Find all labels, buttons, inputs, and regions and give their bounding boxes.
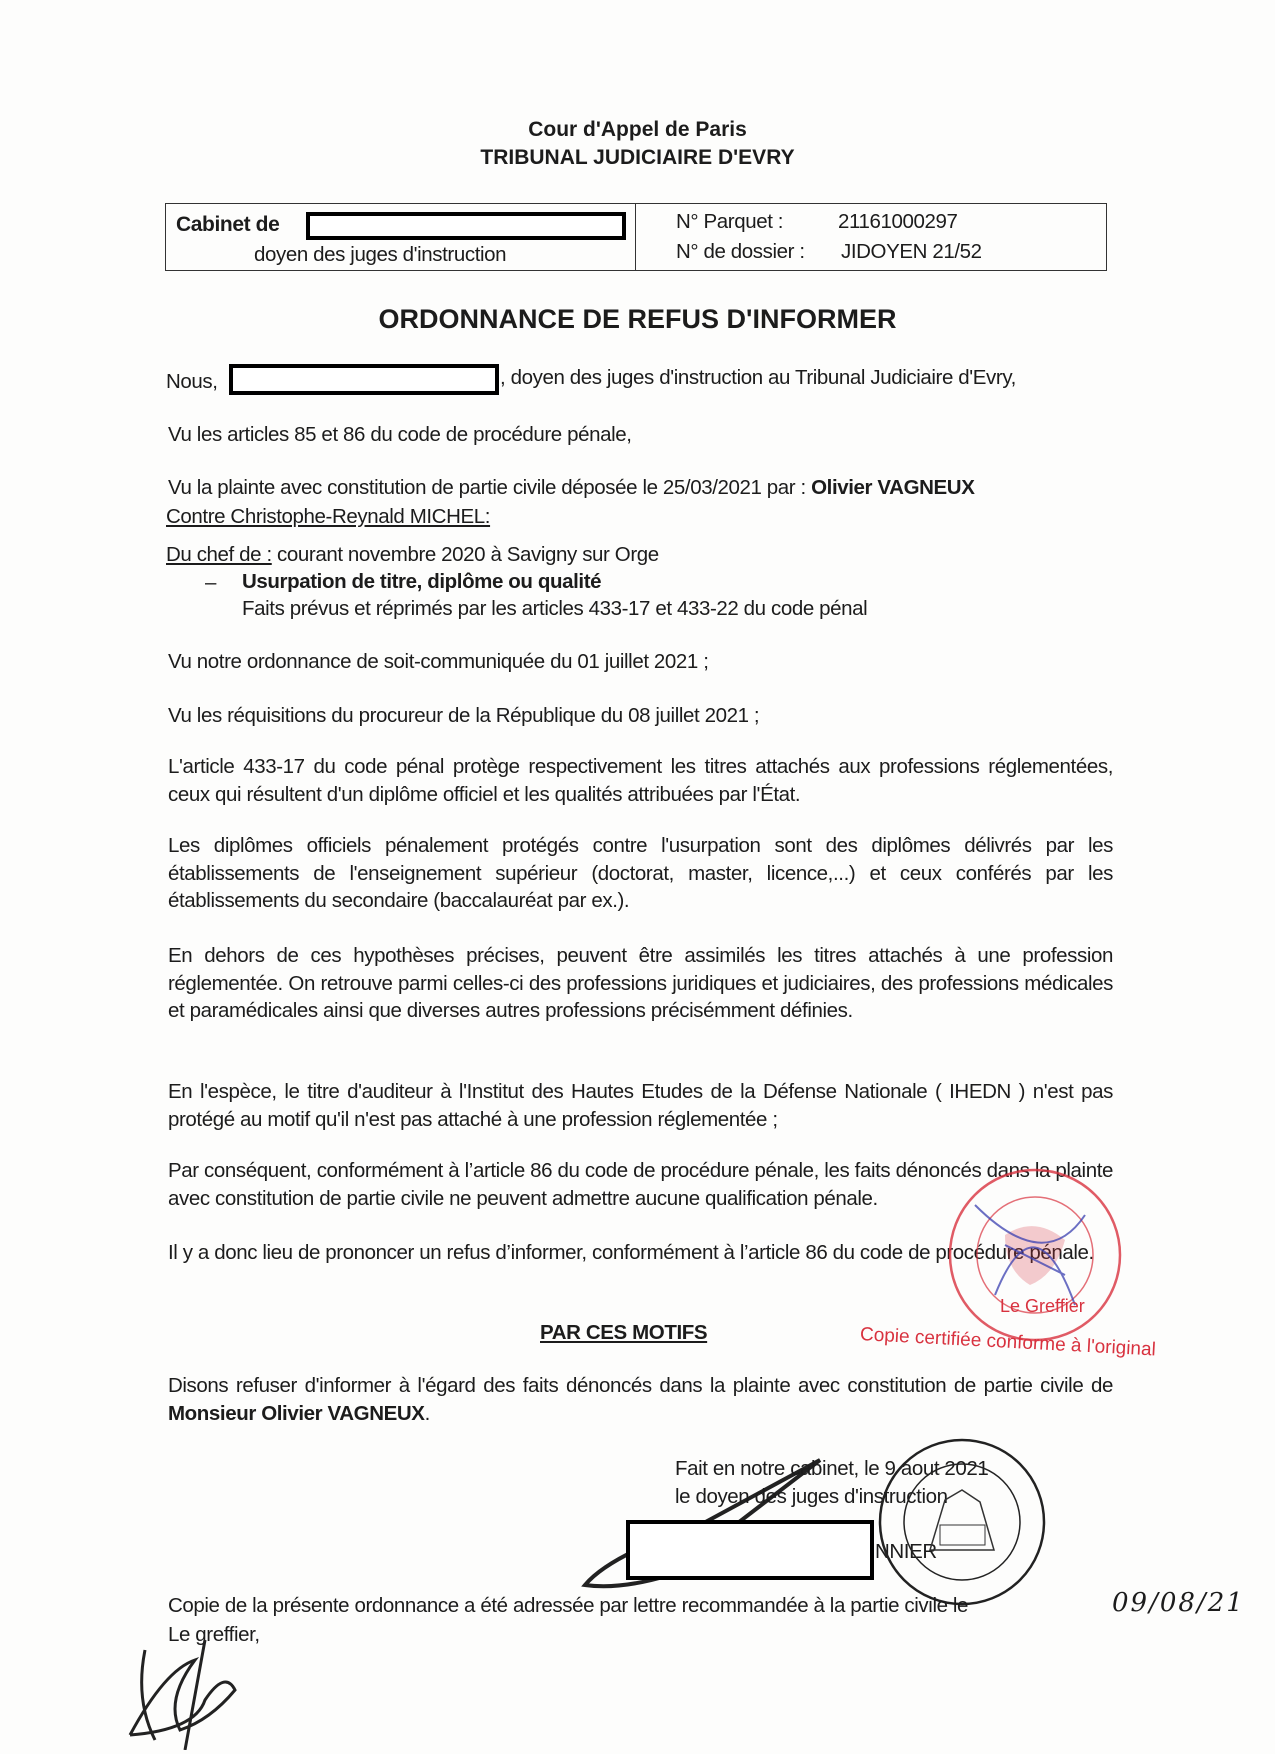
paragraph-diplomes: Les diplômes officiels pénalement protégés contre l'usurpation sont des diplômes délivrés par les établissements de l'enseignement supérieur (doctorat, master, licence,...) et ceux conférés par les établissements du secondaire (baccalauréat par ex.). <box>168 834 1113 912</box>
dossier-label: N° de dossier : <box>676 240 805 263</box>
du-chef-label: Du chef de : <box>166 543 272 566</box>
vu-plainte-text: Vu la plainte avec constitution de partie civile déposée le 25/03/2021 par : <box>168 476 806 499</box>
handwritten-date: 09/08/21 <box>1112 1588 1245 1618</box>
redacted-signatory-name <box>626 1520 874 1580</box>
black-seal-stamp <box>870 1430 1055 1615</box>
tribunal-name: TRIBUNAL JUDICIAIRE D'EVRY <box>480 146 795 169</box>
paragraph-espece: En l'espèce, le titre d'auditeur à l'Institut des Hautes Etudes de la Défense Nationale ( IHEDN ) n'est pas protégé au motif qu'il n'est pas attaché à une profession réglementée ; <box>168 1080 1113 1131</box>
vu-requisitions: Vu les réquisitions du procureur de la République du 08 juillet 2021 ; <box>168 704 760 727</box>
contre: Contre Christophe-Reynald MICHEL: <box>166 505 491 528</box>
parquet-number: 21161000297 <box>838 210 958 233</box>
disons-name: Monsieur Olivier VAGNEUX <box>168 1401 425 1425</box>
cabinet-role: doyen des juges d'instruction <box>254 243 507 266</box>
vu-ordonnance: Vu notre ordonnance de soit-communiquée du 01 juillet 2021 ; <box>168 650 709 673</box>
signatory-role: le doyen des juges d'instruction <box>675 1485 948 1508</box>
redacted-name <box>306 212 626 240</box>
bullet-dash: – <box>205 571 217 594</box>
paragraph-consequent: Par conséquent, conformément à l’article 86 du code de procédure pénale, les faits dénoncés dans la plainte avec constitution de partie civile ne peuvent admettre aucune qualification pénale. <box>168 1159 1113 1210</box>
black-seal-icon <box>880 1440 1044 1604</box>
redacted-judge-name <box>229 364 499 395</box>
paragraph-lieu: Il y a donc lieu de prononcer un refus d’informer, conformément à l’article 86 du code de procédure pénale. <box>168 1241 1094 1264</box>
greffier-label: Le greffier, <box>168 1623 260 1646</box>
box-divider <box>635 204 636 270</box>
du-chef-value: courant novembre 2020 à Savigny sur Orge <box>277 543 659 566</box>
motifs-heading: PAR CES MOTIFS <box>540 1321 708 1344</box>
infraction: Usurpation de titre, diplôme ou qualité <box>242 570 602 593</box>
du-chef <box>166 543 659 567</box>
dossier-number: JIDOYEN 21/52 <box>841 240 982 263</box>
document-title: ORDONNANCE DE REFUS D'INFORMER <box>378 304 897 334</box>
faits-prevus: Faits prévus et réprimés par les articles 433-17 et 433-22 du code pénal <box>242 597 868 620</box>
disons-text: Disons refuser d'informer à l'égard des faits dénoncés dans la plainte avec constitution de partie civile de <box>168 1374 1113 1397</box>
signatory-name-fragment: NNIER <box>875 1540 937 1563</box>
greffier-signature <box>125 1640 265 1750</box>
red-seal-stamp <box>935 1155 1135 1355</box>
disons-end: . <box>424 1401 430 1425</box>
paragraph-dehors: En dehors de ces hypothèses précises, peuvent être assimilés les titres attachés à une profession réglementée. On retrouve parmi celles-ci des professions juridiques et judiciaires, des professions médicales et paramédicales ainsi que diverses autres professions précisémment définies. <box>168 944 1113 1022</box>
nous-suffix: , doyen des juges d'instruction au Tribunal Judiciaire d'Evry, <box>500 366 1016 389</box>
certified-copy-stamp: Copie certifiée conforme à l'original <box>859 1324 1157 1361</box>
court-name: Cour d'Appel de Paris <box>528 118 747 141</box>
certified-copy-greffier: Le Greffier <box>1000 1296 1085 1316</box>
nous-prefix: Nous, <box>166 370 218 393</box>
paragraph-article: L'article 433-17 du code pénal protège respectivement les titres attachés aux professions réglementées, ceux qui résultent d'un diplôme officiel et les qualités attribuées par l'État. <box>168 755 1113 806</box>
vu-articles: Vu les articles 85 et 86 du code de procédure pénale, <box>168 423 632 446</box>
vu-plainte <box>168 476 974 500</box>
case-info-box <box>165 203 1107 271</box>
cabinet-label: Cabinet de <box>176 213 280 236</box>
fait-en-cabinet: Fait en notre cabinet, le 9 aout 2021 <box>675 1457 989 1480</box>
plaintiff-name: Olivier VAGNEUX <box>811 476 975 499</box>
paragraph-disons <box>168 1372 1113 1427</box>
parquet-label: N° Parquet : <box>676 210 784 233</box>
copie-adressee: Copie de la présente ordonnance a été adressée par lettre recommandée à la partie civile le <box>168 1594 969 1617</box>
